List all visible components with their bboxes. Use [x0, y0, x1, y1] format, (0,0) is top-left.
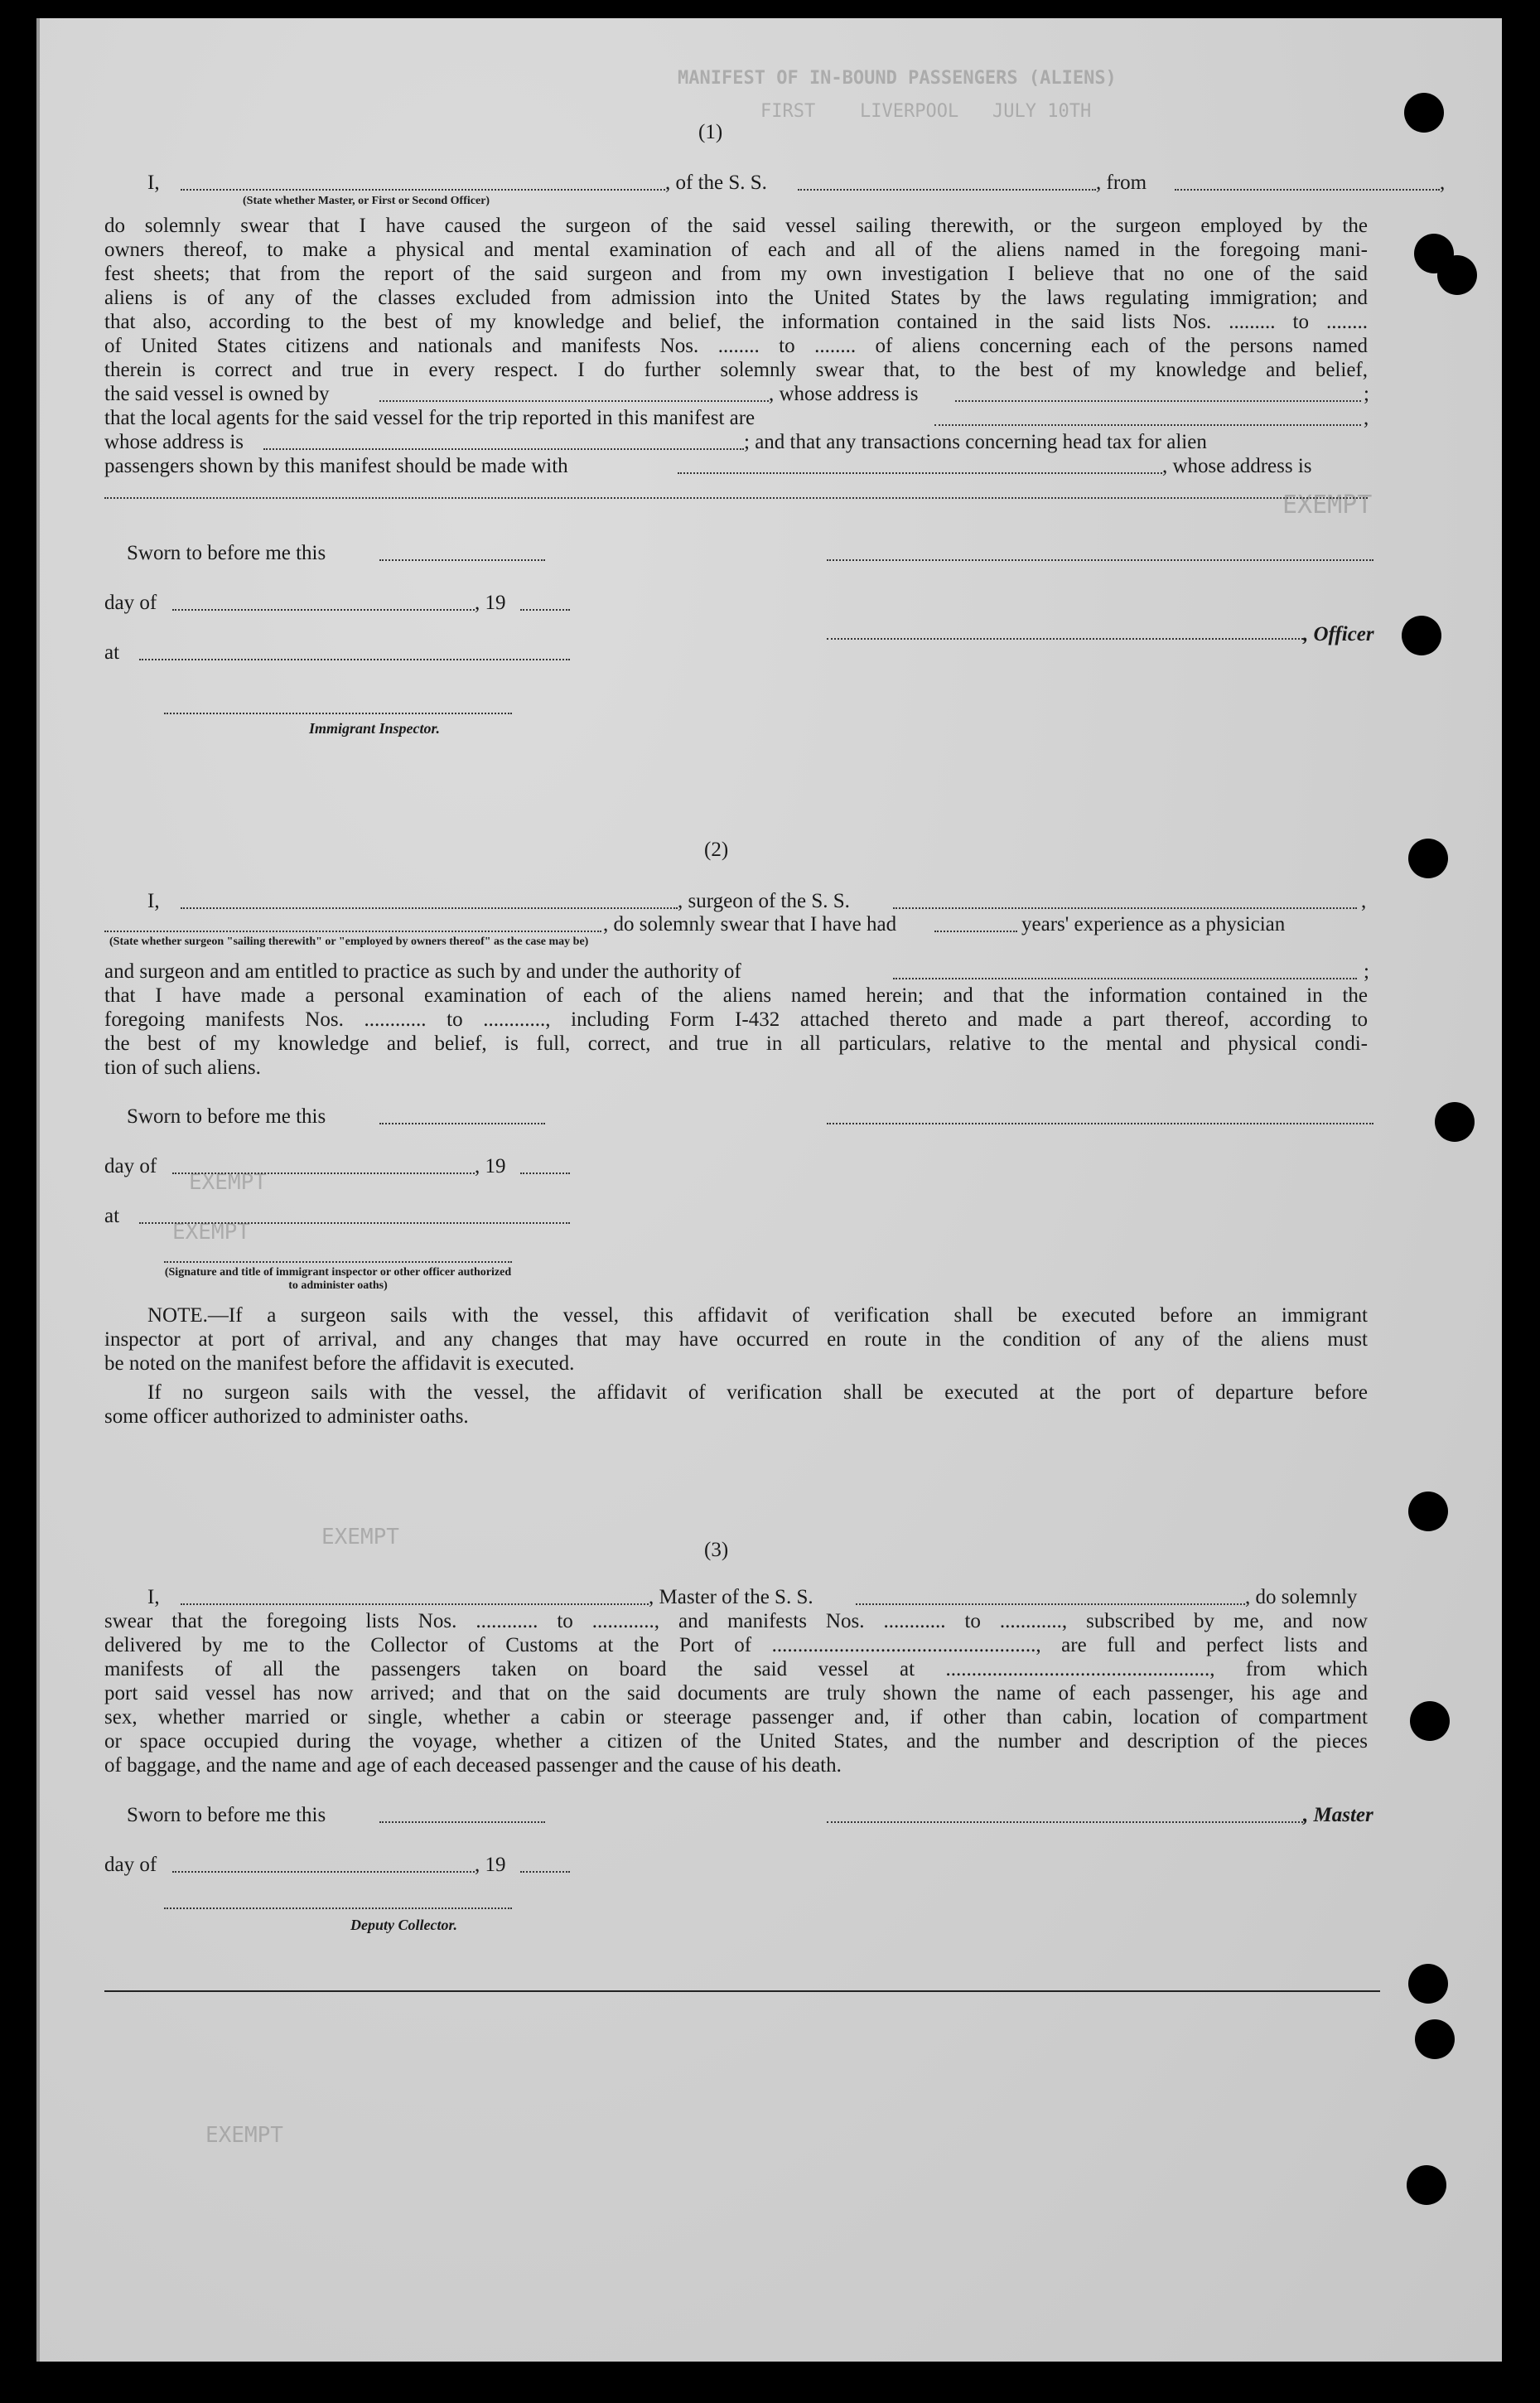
section1-line1-end: ,: [1440, 172, 1446, 194]
owner-field[interactable]: [379, 400, 769, 402]
section1-line-3: aliens is of any of the classes excluded from admission into the United States by the laws regulating immigration; and: [104, 287, 1368, 309]
section2-line2: , do solemnly swear that I have had: [603, 913, 897, 936]
note-line-1: inspector at port of arrival, and any changes that may have occurred en route in the condition of any of the aliens must: [104, 1328, 1368, 1351]
note-p2-last: some officer authorized to administer oaths.: [104, 1405, 469, 1428]
section3-line1-ss: , Master of the S. S.: [649, 1586, 813, 1608]
section2-last-line: tion of such aliens.: [104, 1056, 261, 1079]
section2-officer-sig-field[interactable]: [164, 1261, 512, 1263]
section3-master-label: , Master: [1303, 1804, 1373, 1826]
section2-year: , 19: [475, 1155, 506, 1177]
section3-line-0: swear that the foregoing lists Nos. ............ to ............, and manifests Nos. ............ to ............, subscribed by me, and now: [104, 1610, 1368, 1632]
exempt-stamp: EXEMPT: [1282, 491, 1373, 520]
section1-line1-from: , from: [1096, 172, 1147, 194]
section2-line-1: foregoing manifests Nos. ............ to ............, including Form I-432 attached thereto and made a part thereof, according to: [104, 1008, 1368, 1031]
section2-line2-b: years' experience as a physician: [1021, 913, 1286, 936]
bottom-divider: [104, 1990, 1380, 1992]
section3-line-3: port said vessel has now arrived; and that on the said documents are truly shown the name of each passenger, his age and: [104, 1682, 1368, 1704]
master-name-field[interactable]: [181, 189, 665, 191]
punch-hole: [1408, 1964, 1448, 2004]
section3-year: , 19: [475, 1854, 506, 1876]
exempt-stamp: EXEMPT: [172, 1220, 250, 1245]
surgeon-name-field[interactable]: [181, 907, 678, 909]
section1-line1-i: I,: [147, 172, 160, 194]
section2-year-field[interactable]: [520, 1172, 570, 1174]
section3-line1-i: I,: [147, 1586, 160, 1608]
years-experience-field[interactable]: [934, 931, 1017, 932]
section1-line1-ss: , of the S. S.: [665, 172, 767, 194]
section1-line-2: fest sheets; that from the report of the said surgeon and from my own investigation I believe that no one of the said: [104, 263, 1368, 285]
section1-number: (1): [698, 121, 723, 143]
section1-year: , 19: [475, 592, 506, 614]
section3-ship-field[interactable]: [856, 1603, 1245, 1605]
punch-hole: [1435, 1102, 1475, 1142]
section1-line-5: of United States citizens and nationals and manifests Nos. ........ to ........ of aliens concerning each of the persons named: [104, 335, 1368, 357]
section2-day: day of: [104, 1155, 157, 1177]
owned-end: ;: [1364, 383, 1369, 405]
header-ghost-class: FIRST: [760, 101, 816, 122]
authority-field[interactable]: [893, 978, 1357, 979]
header-ghost-title: MANIFEST OF IN-BOUND PASSENGERS (ALIENS): [678, 68, 1117, 89]
section3-line-4: sex, whether married or single, whether a cabin or steerage passenger and, if other than cabin, location of compartment: [104, 1706, 1368, 1729]
surgeon-ship-field[interactable]: [893, 907, 1357, 909]
section3-number: (3): [704, 1539, 729, 1561]
section1-officer-label: , Officer: [1303, 623, 1374, 645]
manifest-page: [36, 18, 1502, 2362]
section3-master-field[interactable]: [181, 1603, 649, 1605]
section1-sworn: Sworn to before me this: [127, 542, 326, 564]
section2-at-field[interactable]: [139, 1222, 570, 1224]
section2-caption2-text: (Signature and title of immigrant inspector or other officer authorized to administer oaths): [164, 1266, 512, 1292]
section3-year-field[interactable]: [520, 1871, 570, 1873]
owner-address-field[interactable]: [955, 400, 1361, 402]
section3-day: day of: [104, 1854, 157, 1876]
section3-sworn-field[interactable]: [379, 1821, 545, 1823]
section2-line1-end: ,: [1361, 890, 1367, 912]
section3-sworn: Sworn to before me this: [127, 1804, 326, 1826]
section1-day: day of: [104, 592, 157, 614]
punch-hole: [1404, 93, 1444, 133]
punch-hole: [1415, 2019, 1455, 2059]
section2-line-2: the best of my knowledge and belief, is full, correct, and true in all particulars, relative to the mental and physical condi-: [104, 1032, 1368, 1055]
section3-line-2: manifests of all the passengers taken on board the said vessel at ..................................................., from which: [104, 1658, 1368, 1680]
inspector-sig-field[interactable]: [164, 713, 512, 714]
section1-line-4: that also, according to the best of my knowledge and belief, the information contained in the said lists Nos. ......... to ........: [104, 311, 1368, 333]
agents-label: that the local agents for the said vessel for the trip reported in this manifest are: [104, 407, 756, 429]
head-tax-agent-field[interactable]: [678, 472, 1162, 474]
section1-caption: (State whether Master, or First or Second Officer): [243, 195, 490, 207]
surgeon-sig-field[interactable]: [827, 1123, 1373, 1124]
section1-officer-field[interactable]: [827, 638, 1303, 640]
collector-sig-field[interactable]: [164, 1907, 512, 1909]
section3-day-field[interactable]: [172, 1871, 475, 1873]
section2-caption2: [164, 1266, 512, 1293]
section2-sworn-field[interactable]: [379, 1123, 545, 1124]
punch-hole: [1402, 616, 1441, 655]
punch-hole: [1408, 839, 1448, 878]
section3-line1-end: , do solemnly: [1245, 1586, 1358, 1608]
section2-sworn: Sworn to before me this: [127, 1105, 326, 1128]
surgeon-type-field[interactable]: [104, 931, 601, 932]
agents-field[interactable]: [934, 424, 1361, 426]
section2-line1-ss: , surgeon of the S. S.: [678, 890, 850, 912]
section1-at-field[interactable]: [139, 659, 570, 660]
punch-hole: [1410, 1701, 1450, 1741]
section2-caption: (State whether surgeon "sailing therewith" or "employed by owners thereof" as the case may be): [109, 936, 589, 948]
section1-officer-sig-field[interactable]: [827, 559, 1373, 561]
section2-line1-i: I,: [147, 890, 160, 912]
section1-line-6: therein is correct and true in every respect. I do further solemnly swear that, to the best of my knowledge and belief,: [104, 359, 1368, 381]
section1-line-1: owners thereof, to make a physical and mental examination of each and all of the aliens named in the foregoing mani-: [104, 239, 1368, 261]
section1-day-field[interactable]: [172, 609, 475, 611]
section2-day-field[interactable]: [172, 1172, 475, 1174]
section1-line-0: do solemnly swear that I have caused the surgeon of the said vessel sailing therewith, or the surgeon employed by the: [104, 215, 1368, 237]
note-line-2: be noted on the manifest before the affidavit is executed.: [104, 1352, 575, 1375]
exempt-stamp: EXEMPT: [189, 1170, 267, 1195]
punch-hole: [1437, 255, 1477, 295]
owner-address-label: , whose address is: [769, 383, 919, 405]
section1-at: at: [104, 641, 120, 664]
exempt-stamp: EXEMPT: [321, 1525, 399, 1550]
section3-last-line: of baggage, and the name and age of each deceased passenger and the cause of his death.: [104, 1754, 842, 1777]
owned-by-label: the said vessel is owned by: [104, 383, 330, 405]
passengers-label: passengers shown by this manifest should be made with: [104, 455, 568, 477]
punch-hole: [1408, 1492, 1448, 1531]
header-ghost-port: LIVERPOOL: [860, 101, 959, 122]
section2-at: at: [104, 1205, 120, 1227]
section1-sworn-field[interactable]: [379, 559, 545, 561]
whose-address-label: whose address is: [104, 431, 244, 453]
section2-number: (2): [704, 839, 729, 861]
authority-label: and surgeon and am entitled to practice as such by and under the authority of: [104, 960, 741, 983]
section1-year-field[interactable]: [520, 609, 570, 611]
section2-line-0: that I have made a personal examination of each of the aliens named herein; and that the information contained in the: [104, 984, 1368, 1007]
agents-address-field[interactable]: [263, 448, 744, 450]
from-port-field[interactable]: [1175, 189, 1440, 191]
agents-end: ,: [1364, 407, 1369, 429]
authority-end: ;: [1364, 960, 1369, 983]
punch-hole: [1407, 2165, 1446, 2205]
collector-label: Deputy Collector.: [350, 1917, 457, 1933]
note-line-0: NOTE.—If a surgeon sails with the vessel, this affidavit of verification shall be executed before an immigrant: [147, 1304, 1368, 1327]
head-tax-text: ; and that any transactions concerning head tax for alien: [744, 431, 1207, 453]
section3-master-sig-field[interactable]: [827, 1821, 1303, 1823]
header-ghost-date: JULY 10TH: [992, 101, 1092, 122]
ship-name-field[interactable]: [798, 189, 1096, 191]
exempt-stamp: EXEMPT: [205, 2123, 283, 2148]
note-p2: If no surgeon sails with the vessel, the affidavit of verification shall be executed at the port of departure before: [147, 1381, 1368, 1404]
section3-line-1: delivered by me to the Collector of Customs at the Port of ..................................................., are full and perfect lists and: [104, 1634, 1368, 1656]
passengers-address-label: , whose address is: [1162, 455, 1312, 477]
inspector-label: Immigrant Inspector.: [309, 720, 441, 737]
section3-line-5: or space occupied during the voyage, whether a citizen of the United States, and the number and description of the pieces: [104, 1730, 1368, 1753]
head-tax-address-field[interactable]: [104, 497, 1368, 499]
